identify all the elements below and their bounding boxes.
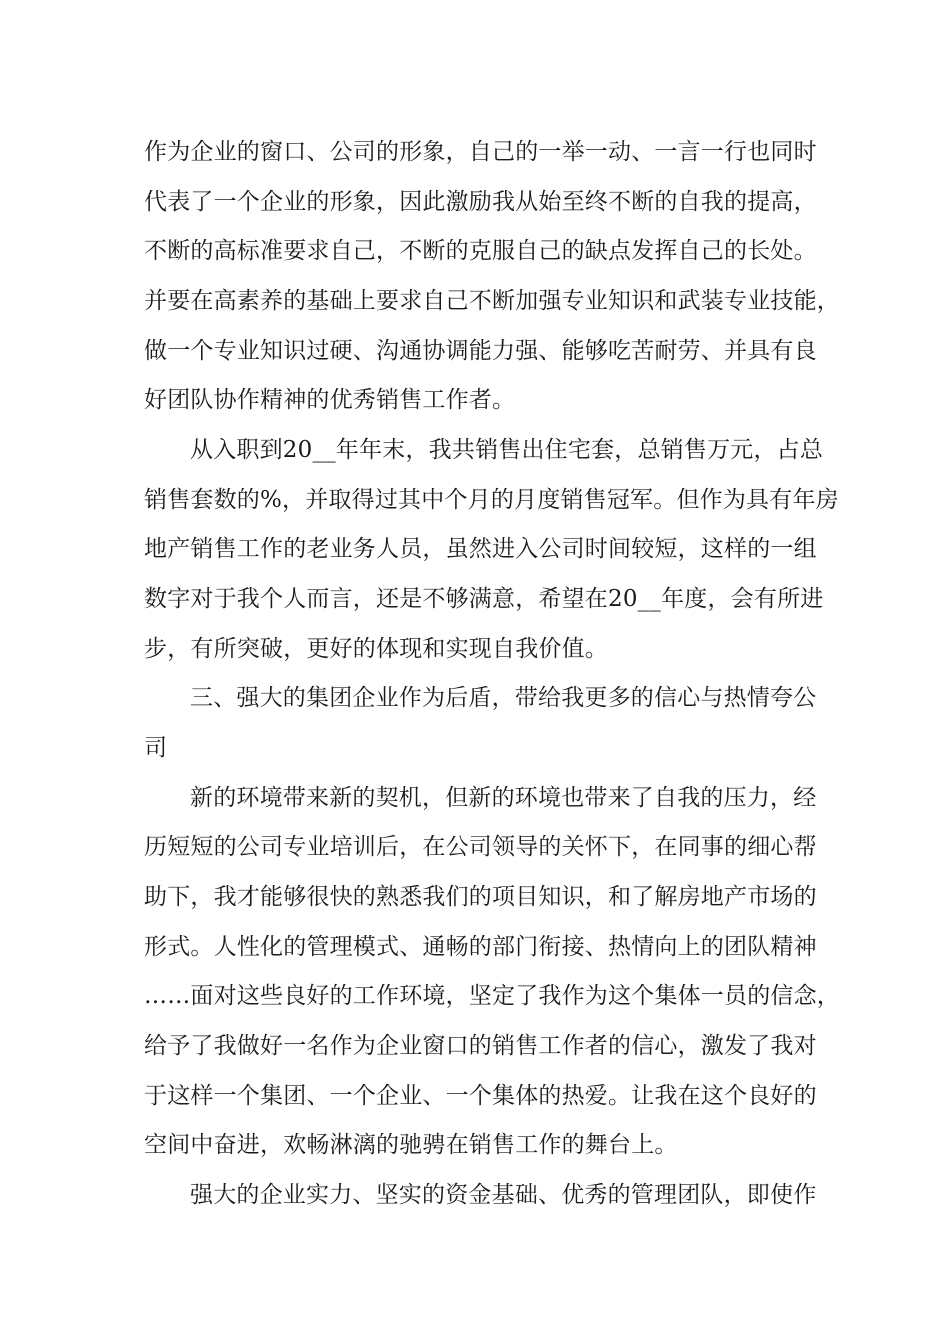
section-heading: 三、强大的集团企业作为后盾，带给我更多的信心与热情夸公 [190,685,817,711]
text-line: 并要在高素养的基础上要求自己不断加强专业知识和武装专业技能， [144,288,840,314]
text-line: 强大的企业实力、坚实的资金基础、优秀的管理团队，即使作 [190,1182,817,1208]
text-line: 好团队协作精神的优秀销售工作者。 [144,387,516,413]
text-line: 形式。人性化的管理模式、通畅的部门衔接、热情向上的团队精神 [144,934,817,960]
text-line: 于这样一个集团、一个企业、一个集体的热爱。让我在这个良好的 [144,1083,817,1109]
text-line: 不断的高标准要求自己，不断的克服自己的缺点发挥自己的长处。 [144,238,817,264]
text-line: 新的环境带来新的契机，但新的环境也带来了自我的压力，经 [190,785,817,811]
text-line: 作为企业的窗口、公司的形象，自己的一举一动、一言一行也同时 [144,139,817,165]
text-line: 做一个专业知识过硬、沟通协调能力强、能够吃苦耐劳、并具有良 [144,338,817,364]
section-heading-continued: 司 [144,735,168,761]
text-line: 步，有所突破，更好的体现和实现自我价值。 [144,636,608,662]
text-line: 从入职到20__年年末，我共销售出住宅套，总销售万元，占总 [190,437,824,463]
text-line: 地产销售工作的老业务人员，虽然进入公司时间较短，这样的一组 [144,536,817,562]
text-line: ……面对这些良好的工作环境，坚定了我作为这个集体一员的信念， [144,983,840,1009]
text-line: 空间中奋进，欢畅淋漓的驰骋在销售工作的舞台上。 [144,1132,678,1158]
text-line: 销售套数的%，并取得过其中个月的月度销售冠军。但作为具有年房 [144,487,839,513]
text-line: 给予了我做好一名作为企业窗口的销售工作者的信心，激发了我对 [144,1033,817,1059]
text-line: 助下，我才能够很快的熟悉我们的项目知识，和了解房地产市场的 [144,884,817,910]
text-line: 数字对于我个人而言，还是不够满意，希望在20__年度，会有所进 [144,586,824,612]
text-line: 代表了一个企业的形象，因此激励我从始至终不断的自我的提高， [144,189,817,215]
text-line: 历短短的公司专业培训后，在公司领导的关怀下，在同事的细心帮 [144,834,817,860]
